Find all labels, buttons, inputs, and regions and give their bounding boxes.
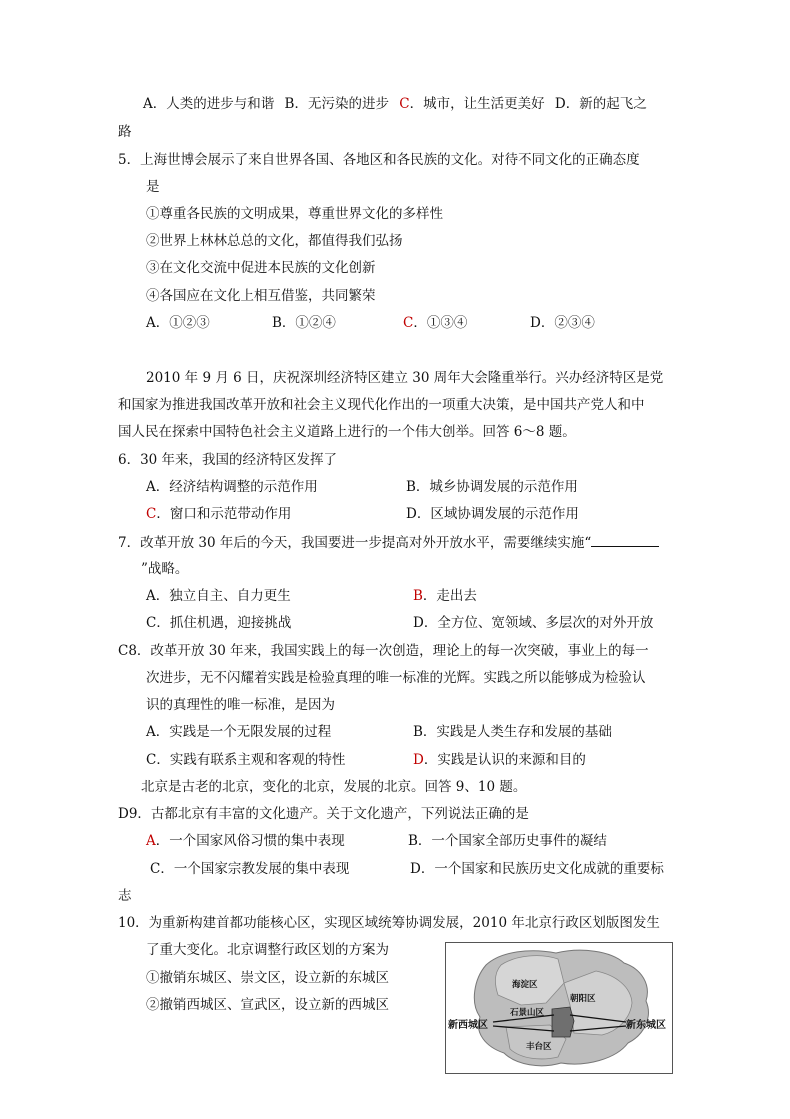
q7-stem-cont: ”战略。 (141, 561, 189, 577)
q4-options-line (143, 94, 647, 114)
q6-stem: 6．30 年来，我国的经济特区发挥了 (118, 452, 338, 468)
q5-item-2: ②世界上林林总总的文化，都值得我们弘扬 (146, 233, 403, 249)
q8-option-b[interactable]: B．实践是人类生存和发展的基础 (413, 724, 612, 740)
q5-item-1: ①尊重各民族的文明成果，尊重世界文化的多样性 (146, 206, 443, 222)
q8-option-c[interactable]: C．实践有联系主观和客观的特性 (146, 752, 346, 768)
map-label-fengtai: 丰台区 (526, 1042, 552, 1052)
map-label-shijingshan: 石景山区 (510, 1008, 545, 1018)
q5-item-4: ④各国应在文化上相互借鉴，共同繁荣 (146, 288, 376, 304)
q8-option-a[interactable]: A．实践是一个无限发展的过程 (146, 724, 332, 740)
q10-item-1: ①撤销东城区、崇文区，设立新的东城区 (146, 970, 389, 986)
q6-option-c[interactable]: C．窗口和示范带动作用 (146, 506, 292, 522)
beijing-district-map (445, 942, 673, 1074)
q9-option-c[interactable]: C．一个国家宗教发展的集中表现 (150, 861, 350, 877)
passage-6-8-line-1: 2010 年 9 月 6 日，庆祝深圳经济特区建立 30 周年大会隆重举行。兴办经济特区是党 (146, 370, 664, 386)
q7-option-b[interactable]: B．走出去 (413, 588, 477, 604)
q9-stem: D9．古都北京有丰富的文化遗产。关于文化遗产，下列说法正确的是 (118, 806, 529, 822)
passage-6-8-line-3: 国人民在探索中国特色社会主义道路上进行的一个伟大创举。回答 6～8 题。 (118, 424, 576, 440)
map-label-new-xicheng: 新西城区 (448, 1020, 488, 1031)
q8-option-d[interactable]: D．实践是认识的来源和目的 (413, 752, 586, 768)
q5-option-d[interactable]: D．②③④ (530, 315, 595, 331)
q5-option-a[interactable]: A．①②③ (146, 315, 210, 331)
q5-option-b[interactable]: B．①②④ (272, 315, 336, 331)
q7-option-a[interactable]: A．独立自主、自力更生 (146, 588, 291, 604)
map-label-haidian: 海淀区 (512, 980, 538, 990)
q6-option-d[interactable]: D．区域协调发展的示范作用 (406, 506, 579, 522)
q7-option-c[interactable]: C．抓住机遇，迎接挑战 (146, 615, 292, 631)
q9-answer-mark: A (146, 833, 156, 849)
q10-item-2: ②撤销西城区、宣武区，设立新的西城区 (146, 997, 389, 1013)
passage-6-8-line-2: 和国家为推进我国改革开放和社会主义现代化作出的一项重大决策，是中国共产党人和中 (118, 397, 645, 413)
q5-stem: 5．上海世博会展示了来自世界各国、各地区和各民族的文化。对待不同文化的正确态度 (118, 152, 640, 168)
q4-answer-mark: C (399, 96, 410, 112)
q10-stem-1: 10．为重新构建首都功能核心区，实现区域统筹协调发展，2010 年北京行政区划版图发生 (118, 915, 660, 931)
q6-option-b[interactable]: B．城乡协调发展的示范作用 (406, 479, 578, 495)
q4-option-d[interactable]: D．新的起飞之 (554, 96, 647, 112)
q9-option-a[interactable]: A．一个国家风俗习惯的集中表现 (146, 833, 345, 849)
q10-stem-2: 了重大变化。北京调整行政区划的方案为 (146, 942, 389, 958)
q7-blank (591, 532, 659, 547)
q5-option-c[interactable]: C．①③④ (403, 315, 468, 331)
q4-option-b[interactable]: B．无污染的进步 (284, 96, 389, 112)
map-core-district (552, 1007, 574, 1037)
q7-option-d[interactable]: D．全方位、宽领域、多层次的对外开放 (413, 615, 654, 631)
q9-option-d-continued: 志 (118, 888, 132, 904)
q5-answer-mark: C (403, 315, 414, 331)
q8-stem-1: C8．改革开放 30 年来，我国实践上的每一次创造，理论上的每一次突破，事业上的每一 (118, 643, 649, 659)
q9-option-b[interactable]: B．一个国家全部历史事件的凝结 (408, 833, 607, 849)
q8-stem-3: 识的真理性的唯一标准，是因为 (146, 697, 335, 713)
q4-option-a[interactable]: A．人类的进步与和谐 (143, 96, 275, 112)
q6-option-a[interactable]: A．经济结构调整的示范作用 (146, 479, 318, 495)
q8-stem-2: 次进步，无不闪耀着实践是检验真理的唯一标准的光辉。实践之所以能够成为检验认 (146, 670, 646, 686)
q7-answer-mark: B (413, 588, 423, 604)
q5-stem-cont: 是 (146, 179, 160, 195)
q4-option-c[interactable]: C．城市，让生活更美好 (399, 96, 545, 112)
map-label-chaoyang: 朝阳区 (570, 994, 596, 1004)
q8-answer-mark: D (413, 752, 424, 768)
q9-option-d[interactable]: D．一个国家和民族历史文化成就的重要标 (410, 861, 664, 877)
passage-9-10: 北京是古老的北京，变化的北京，发展的北京。回答 9、10 题。 (141, 779, 527, 795)
q4-option-d-continued: 路 (118, 124, 132, 140)
q7-stem: 7．改革开放 30 年后的今天，我国要进一步提高对外开放水平，需要继续实施“ (118, 532, 659, 553)
q5-item-3: ③在文化交流中促进本民族的文化创新 (146, 260, 376, 276)
q6-answer-mark: C (146, 506, 157, 522)
map-graphic (446, 943, 672, 1073)
map-label-new-dongcheng: 新东城区 (626, 1020, 666, 1031)
